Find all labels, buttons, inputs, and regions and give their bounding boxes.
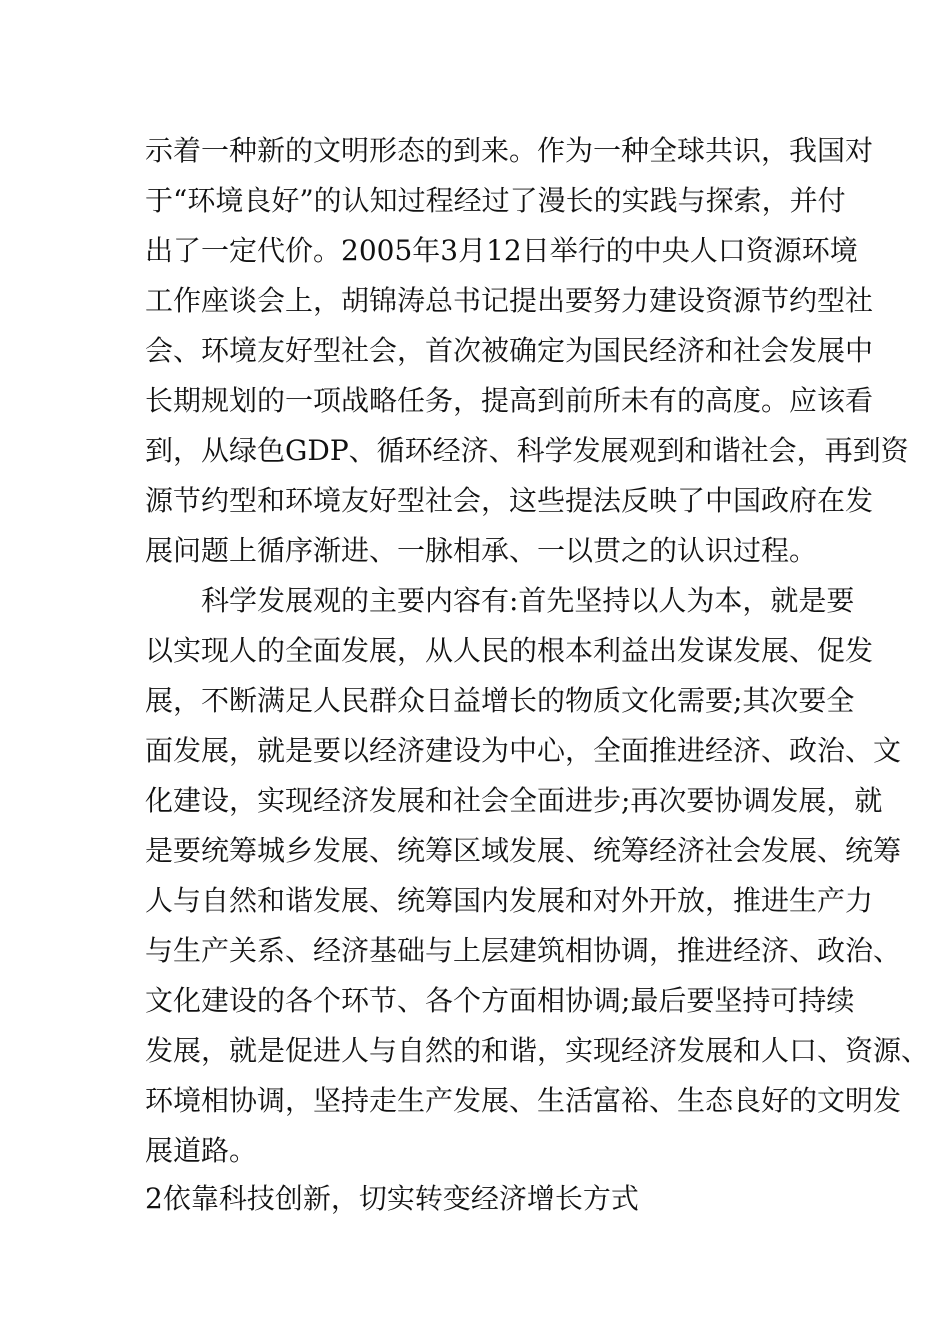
- text-line: 面发展，就是要以经济建设为中心，全面推进经济、政治、文: [145, 734, 902, 767]
- text-line: 到，从绿色GDP、循环经济、科学发展观到和谐社会，再到资: [145, 434, 909, 467]
- text-line: 展道路。: [145, 1134, 258, 1167]
- text-line: 化建设，实现经济发展和社会全面进步;再次要协调发展，就: [145, 784, 883, 817]
- text-line: 与生产关系、经济基础与上层建筑相协调，推进经济、政治、: [145, 934, 902, 967]
- text-line: 科学发展观的主要内容有:首先坚持以人为本，就是要: [201, 584, 855, 617]
- text-line: 会、环境友好型社会，首次被确定为国民经济和社会发展中: [145, 334, 874, 367]
- text-line: 文化建设的各个环节、各个方面相协调;最后要坚持可持续: [145, 984, 855, 1017]
- paragraph-scientific-development: [145, 576, 930, 1176]
- paragraph-environment: [145, 126, 909, 576]
- text-line: 展，不断满足人民群众日益增长的物质文化需要;其次要全: [145, 684, 855, 717]
- text-line: 展问题上循序渐进、一脉相承、一以贯之的认识过程。: [145, 534, 818, 567]
- text-line: 是要统筹城乡发展、统筹区域发展、统筹经济社会发展、统筹: [145, 834, 902, 867]
- section-heading: [145, 1174, 825, 1224]
- text-line: 于“环境良好”的认知过程经过了漫长的实践与探索，并付: [145, 184, 846, 217]
- text-line: 出了一定代价。2005年3月12日举行的中央人口资源环境: [145, 234, 858, 267]
- text-line: 环境相协调，坚持走生产发展、生活富裕、生态良好的文明发: [145, 1084, 902, 1117]
- text-line: 源节约型和环境友好型社会，这些提法反映了中国政府在发: [145, 484, 874, 517]
- text-line: 发展，就是促进人与自然的和谐，实现经济发展和人口、资源、: [145, 1034, 930, 1067]
- text-line: 长期规划的一项战略任务，提高到前所未有的高度。应该看: [145, 384, 874, 417]
- section-heading-text: 2依靠科技创新，切实转变经济增长方式: [145, 1182, 639, 1215]
- text-line: 人与自然和谐发展、统筹国内发展和对外开放，推进生产力: [145, 884, 874, 917]
- text-line: 工作座谈会上，胡锦涛总书记提出要努力建设资源节约型社: [145, 284, 874, 317]
- text-line: 示着一种新的文明形态的到来。作为一种全球共识，我国对: [145, 134, 874, 167]
- text-line: 以实现人的全面发展，从人民的根本利益出发谋发展、促发: [145, 634, 874, 667]
